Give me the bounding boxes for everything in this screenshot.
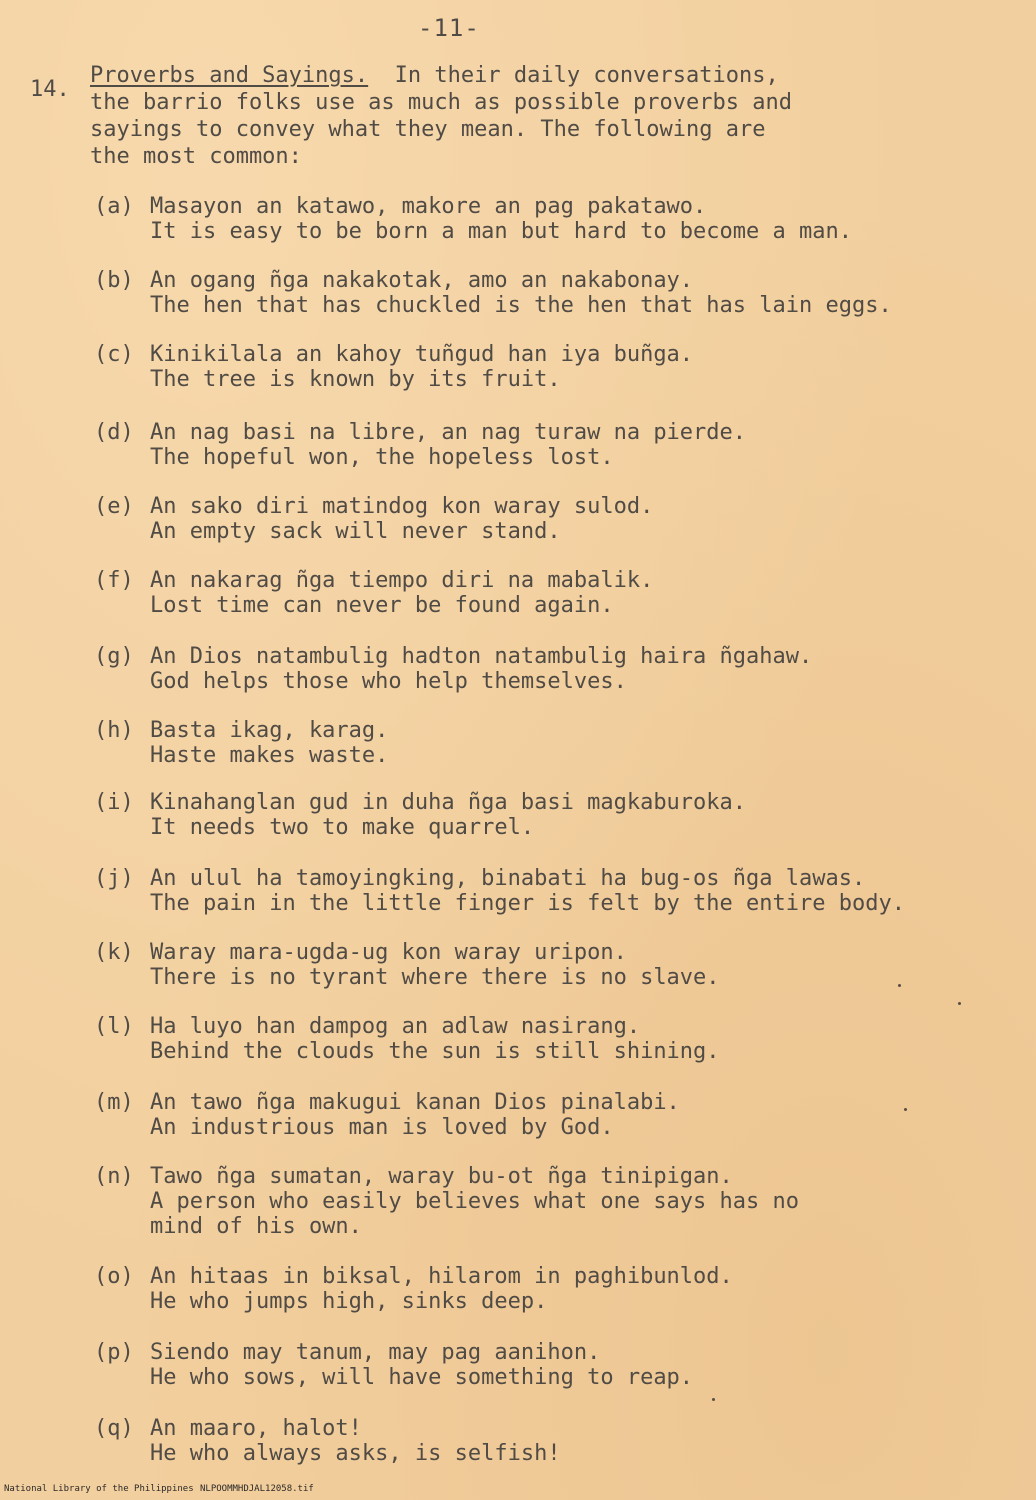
proverb-translation: He who jumps high, sinks deep. xyxy=(150,1289,548,1314)
proverb-original: Ha luyo han dampog an adlaw nasirang. xyxy=(150,1014,641,1039)
proverb-original: An sako diri matindog kon waray sulod. xyxy=(150,494,654,519)
proverb-translation: There is no tyrant where there is no slave. xyxy=(150,965,720,990)
proverb-translation: Lost time can never be found again. xyxy=(150,593,614,618)
proverb-translation: The pain in the little finger is felt by the entire body. xyxy=(150,891,905,916)
proverb-label: (m) xyxy=(94,1090,134,1115)
proverb-label: (o) xyxy=(94,1264,134,1289)
proverb-translation: The hopeful won, the hopeless lost. xyxy=(150,445,614,470)
proverb-text xyxy=(150,1264,1010,1314)
proverb-label: (h) xyxy=(94,718,134,743)
proverb-text xyxy=(150,1340,1010,1390)
proverb-translation: An industrious man is loved by God. xyxy=(150,1115,614,1140)
proverb-text xyxy=(150,268,1010,318)
proverb-translation: God helps those who help themselves. xyxy=(150,669,627,694)
intro-line xyxy=(90,62,910,89)
proverb-original: An ogang ñga nakakotak, amo an nakabonay. xyxy=(150,268,694,293)
proverb-label: (a) xyxy=(94,194,134,219)
proverb-original: Kinahanglan gud in duha ñga basi magkaburoka. xyxy=(150,790,747,815)
proverb-label: (n) xyxy=(94,1164,134,1189)
proverb-original: An nakarag ñga tiempo diri na mabalik. xyxy=(150,568,654,593)
section-intro xyxy=(90,62,910,170)
footer-file: NLPOOMMHDJAL12058.tif xyxy=(200,1484,314,1494)
proverb-original: An hitaas in biksal, hilarom in paghibunlod. xyxy=(150,1264,733,1289)
proverb-original: Masayon an katawo, makore an pag pakatawo. xyxy=(150,194,707,219)
proverb-text xyxy=(150,1090,1010,1140)
proverb-translation: It needs two to make quarrel. xyxy=(150,815,535,840)
proverb-original: Tawo ñga sumatan, waray bu-ot ñga tinipigan. xyxy=(150,1164,733,1189)
paper-speck xyxy=(712,1398,715,1401)
proverb-translation: He who always asks, is selfish! xyxy=(150,1441,561,1466)
proverb-text xyxy=(150,342,1010,392)
proverb-text xyxy=(150,1014,1010,1064)
proverb-translation: He who sows, will have something to reap. xyxy=(150,1365,694,1390)
proverb-text xyxy=(150,1164,1010,1239)
proverb-label: (e) xyxy=(94,494,134,519)
proverb-original: An nag basi na libre, an nag turaw na pierde. xyxy=(150,420,747,445)
proverb-translation-cont: mind of his own. xyxy=(150,1214,362,1239)
proverb-text xyxy=(150,644,1010,694)
proverb-text xyxy=(150,194,1010,244)
proverb-text xyxy=(150,790,1010,840)
proverb-label: (l) xyxy=(94,1014,134,1039)
proverb-label: (j) xyxy=(94,866,134,891)
paper-speck xyxy=(898,984,901,987)
intro-line-1: In their daily conversations, xyxy=(368,63,779,88)
proverb-original: An maaro, halot! xyxy=(150,1416,362,1441)
intro-line-4: the most common: xyxy=(90,144,302,169)
paper-speck xyxy=(904,1108,907,1111)
proverb-translation: An empty sack will never stand. xyxy=(150,519,561,544)
paper-speck xyxy=(958,1002,961,1005)
section-number: 14. xyxy=(30,77,70,102)
proverb-original: Basta ikag, karag. xyxy=(150,718,389,743)
proverb-translation: The hen that has chuckled is the hen that has lain eggs. xyxy=(150,293,892,318)
page-number: -11- xyxy=(418,14,480,42)
proverb-text xyxy=(150,718,1010,768)
proverb-original: Kinikilala an kahoy tuñgud han iya buñga. xyxy=(150,342,694,367)
proverb-label: (q) xyxy=(94,1416,134,1441)
section-title: Proverbs and Sayings. xyxy=(90,63,369,88)
proverb-label: (k) xyxy=(94,940,134,965)
proverb-text xyxy=(150,1416,1010,1466)
proverb-text xyxy=(150,866,1010,916)
proverb-original: Siendo may tanum, may pag aanihon. xyxy=(150,1340,601,1365)
proverb-original: An ulul ha tamoyingking, binabati ha bug-os ñga lawas. xyxy=(150,866,866,891)
proverb-text xyxy=(150,420,1010,470)
proverb-text xyxy=(150,940,1010,990)
proverb-label: (i) xyxy=(94,790,134,815)
proverb-label: (f) xyxy=(94,568,134,593)
scan-footer xyxy=(0,1484,1036,1498)
proverb-translation: Behind the clouds the sun is still shining. xyxy=(150,1039,720,1064)
proverb-translation: The tree is known by its fruit. xyxy=(150,367,561,392)
proverb-label: (g) xyxy=(94,644,134,669)
proverb-text xyxy=(150,568,1010,618)
proverb-label: (d) xyxy=(94,420,134,445)
proverb-original: Waray mara-ugda-ug kon waray uripon. xyxy=(150,940,627,965)
proverb-label: (p) xyxy=(94,1340,134,1365)
footer-library: National Library of the Philippines xyxy=(4,1484,194,1494)
proverb-label: (c) xyxy=(94,342,134,367)
intro-line-2: the barrio folks use as much as possible proverbs and xyxy=(90,90,792,115)
proverb-text xyxy=(150,494,1010,544)
proverb-label: (b) xyxy=(94,268,134,293)
proverb-translation: It is easy to be born a man but hard to become a man. xyxy=(150,219,852,244)
proverb-translation: Haste makes waste. xyxy=(150,743,389,768)
proverb-original: An tawo ñga makugui kanan Dios pinalabi. xyxy=(150,1090,680,1115)
intro-line-3: sayings to convey what they mean. The following are xyxy=(90,117,766,142)
proverb-translation: A person who easily believes what one says has no xyxy=(150,1189,800,1214)
proverb-original: An Dios natambulig hadton natambulig haira ñgahaw. xyxy=(150,644,813,669)
